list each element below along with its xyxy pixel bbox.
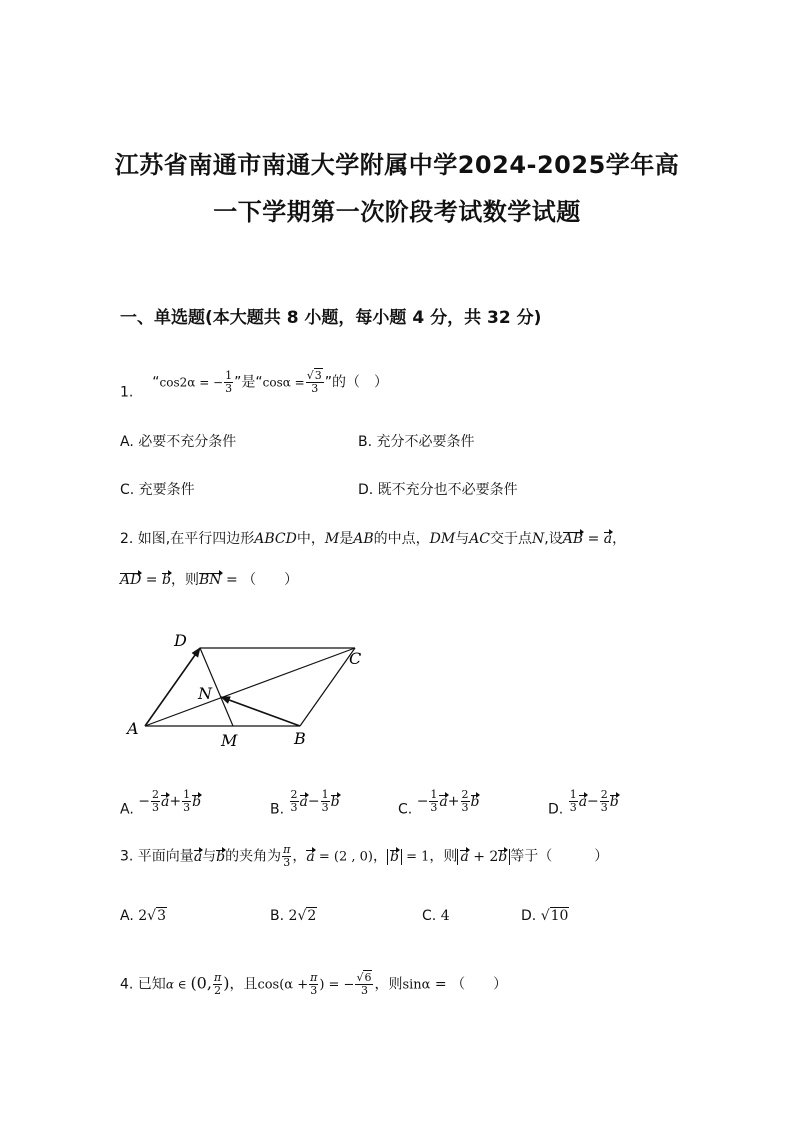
q3-a-value: = (2 , 0) [314, 849, 373, 865]
q3-option-a[interactable] [120, 908, 167, 924]
q2-dm: DM [429, 531, 456, 547]
q1-option-b[interactable]: B. 充分不必要条件 [358, 434, 475, 450]
q3-opt-d-value: √10 [540, 908, 569, 924]
q4-interval-frac: $\frac{\pi}{2}$ [213, 971, 222, 997]
page-title-line2: 一下学期第一次阶段考试数学试题 [213, 198, 581, 226]
q2-option-a[interactable]: A. − $\frac{2}{3}$ a+ $\frac{1}{3}$ b [120, 788, 202, 818]
q3-opt-a-label: A. [120, 908, 134, 924]
section-heading: 一、单选题(本大题共 8 小题，每小题 4 分，共 32 分) [120, 308, 542, 328]
q3-vec-b: b [216, 848, 226, 865]
q4-interval-open: (0, [190, 973, 212, 993]
q2-text-b: 中， [296, 531, 325, 547]
q3-option-d[interactable] [521, 908, 569, 924]
q3-vec-b2: b [389, 848, 399, 865]
q3-opt-d-label: D. [521, 908, 537, 924]
q4-cos-close: ) = − [319, 977, 355, 993]
q2-opt-c-v2: b [470, 793, 480, 810]
q2-opt-d-sign2: − [587, 793, 599, 810]
label-c: C [349, 649, 362, 668]
q1-option-d[interactable]: D. 既不充分也不必要条件 [358, 482, 518, 498]
q2-ac: AC [469, 531, 491, 547]
label-m: M [221, 731, 238, 750]
q2-text-f: 交于点 [490, 531, 533, 547]
question-4 [120, 972, 507, 997]
q3-prefix: 3. 平面向量 [120, 848, 194, 865]
q2-opt-a-v2: b [192, 793, 202, 810]
q1-option-c[interactable]: C. 充要条件 [120, 482, 195, 498]
q2-opt-d-label: D. [548, 801, 564, 818]
label-b: B [294, 729, 306, 748]
q2-text-g: ,设 [544, 531, 563, 547]
question-1 [120, 370, 388, 410]
question-3 [120, 844, 608, 869]
q2-vec-a: a [603, 531, 613, 547]
q2-opt-d-v2: b [609, 793, 619, 810]
q4-then: ，则 [374, 976, 403, 993]
q2-vec-ad: AD [120, 572, 142, 588]
q4-sin: sinα [402, 977, 431, 993]
q2-vec-b: b [161, 572, 171, 588]
question-2-line2 [120, 569, 298, 589]
q3-option-b[interactable] [270, 908, 317, 924]
q2-opt-b-v1: a [299, 793, 308, 810]
q3-and: 与 [202, 848, 217, 865]
q2-option-b[interactable]: B. $\frac{2}{3}$ a− $\frac{1}{3}$ b [270, 788, 340, 818]
q2-opt-b-v2: b [330, 793, 340, 810]
q2-text-then: ，则 [170, 572, 199, 588]
q1-close-quote-is: ”是“ [234, 374, 263, 391]
q3-vec-b3: b [498, 848, 508, 865]
q3-angle-text: 的夹角为 [225, 848, 282, 865]
q2-m: M [324, 531, 340, 547]
q1-number: 1. [120, 384, 134, 401]
q2-opt-c-label: C. [398, 801, 413, 818]
q2-vec-ab: AB [562, 531, 584, 547]
q1-cond1-den: 3 [225, 382, 233, 395]
q2-opt-d-v1: a [578, 793, 588, 810]
q3-opt-a-value: 2√3 [138, 908, 166, 924]
q4-alpha-in: α ∈ [165, 977, 191, 992]
q3-vec-a3: a [460, 848, 469, 865]
q2-text-d: 的中点， [373, 531, 430, 547]
edge-bc [300, 648, 355, 726]
q1-cond2-lhs: cosα = [262, 375, 305, 390]
q1-option-a[interactable]: A. 必要不充分条件 [120, 434, 237, 450]
q2-n: N [532, 531, 545, 547]
label-n: N [198, 684, 212, 703]
q4-cos-lhs: cos(α + [257, 977, 309, 993]
q3-opt-c-label: C. [422, 908, 437, 924]
q1-tail: ”的（ ） [324, 374, 388, 391]
q1-cond2-frac [306, 370, 324, 395]
q2-eq1: = [583, 531, 604, 547]
q1-cond2-sqrt: √3 [306, 369, 322, 382]
q1-cond2-den: 3 [311, 382, 319, 395]
q2-eq2: = [141, 572, 162, 588]
vector-ad-arrow [145, 648, 200, 726]
q3-angle-frac: $\frac{\pi}{3}$ [283, 843, 291, 869]
q3-option-c[interactable] [422, 908, 450, 924]
q4-tail: = （ ） [430, 976, 508, 993]
q2-opt-b-sign2: − [307, 793, 320, 810]
q2-opt-c-sign1: − [416, 793, 429, 810]
q3-comma2: ， [372, 848, 387, 865]
q2-text-a: 2. 如图,在平行四边形 [120, 531, 255, 547]
q2-ab: AB [353, 531, 374, 547]
q3-opt-c-value: 4 [440, 908, 450, 924]
q2-opt-a-sign1: − [138, 793, 150, 810]
q2-abcd: ABCD [254, 531, 297, 547]
label-a: A [127, 719, 139, 738]
vector-bn-arrow [221, 697, 300, 726]
q2-opt-b-label: B. [270, 801, 285, 818]
q2-text-paren: = （ ） [221, 572, 299, 588]
q1-cond1-lhs: cos2α = − [159, 375, 224, 390]
label-d: D [174, 631, 187, 650]
q3-opt-b-label: B. [270, 908, 285, 924]
q4-and: ，且 [229, 976, 258, 993]
q2-opt-c-sign2: + [447, 793, 460, 810]
q2-option-d[interactable]: D. $\frac{1}{3}$ a− $\frac{2}{3}$ b [548, 788, 619, 818]
q3-expr-mid: + 2 [468, 848, 499, 865]
q3-tail: 等于（ ） [510, 848, 609, 865]
q3-comma1: ， [292, 848, 307, 865]
page-title-line1: 江苏省南通市南通大学附属中学2024-2025学年高 [114, 151, 680, 179]
q2-opt-a-v1: a [160, 793, 170, 810]
q2-comma: ， [612, 531, 627, 547]
q2-text-e: 与 [455, 531, 470, 547]
q3-opt-b-value: 2√2 [288, 908, 317, 924]
q2-opt-a-label: A. [120, 801, 134, 818]
q2-text-c: 是 [339, 531, 354, 547]
question-2-line1 [120, 528, 626, 548]
q1-open-quote: “ [152, 374, 160, 391]
q2-option-c[interactable]: C. − $\frac{1}{3}$ a+ $\frac{2}{3}$ b [398, 788, 480, 818]
q1-cond1-frac [224, 370, 233, 395]
q3-vec-a2: a [306, 848, 315, 865]
q4-rhs-frac: $\frac{√6}{3}$ [356, 971, 372, 997]
q3-then: ，则 [429, 848, 458, 865]
q4-interval-close: ) [223, 973, 230, 993]
diagonal-ac [145, 648, 355, 726]
q3-b-norm: = 1 [401, 849, 430, 865]
q1-cond1-num: 1 [225, 369, 233, 382]
q2-opt-a-sign2: + [169, 793, 182, 810]
q3-vec-a: a [193, 848, 203, 865]
q2-vec-bn: BN [198, 572, 222, 588]
q2-parallelogram-figure [120, 625, 380, 755]
q2-opt-c-v1: a [439, 793, 448, 810]
q4-cos-frac: $\frac{\pi}{3}$ [310, 971, 318, 997]
q4-prefix: 4. 已知 [120, 976, 166, 993]
